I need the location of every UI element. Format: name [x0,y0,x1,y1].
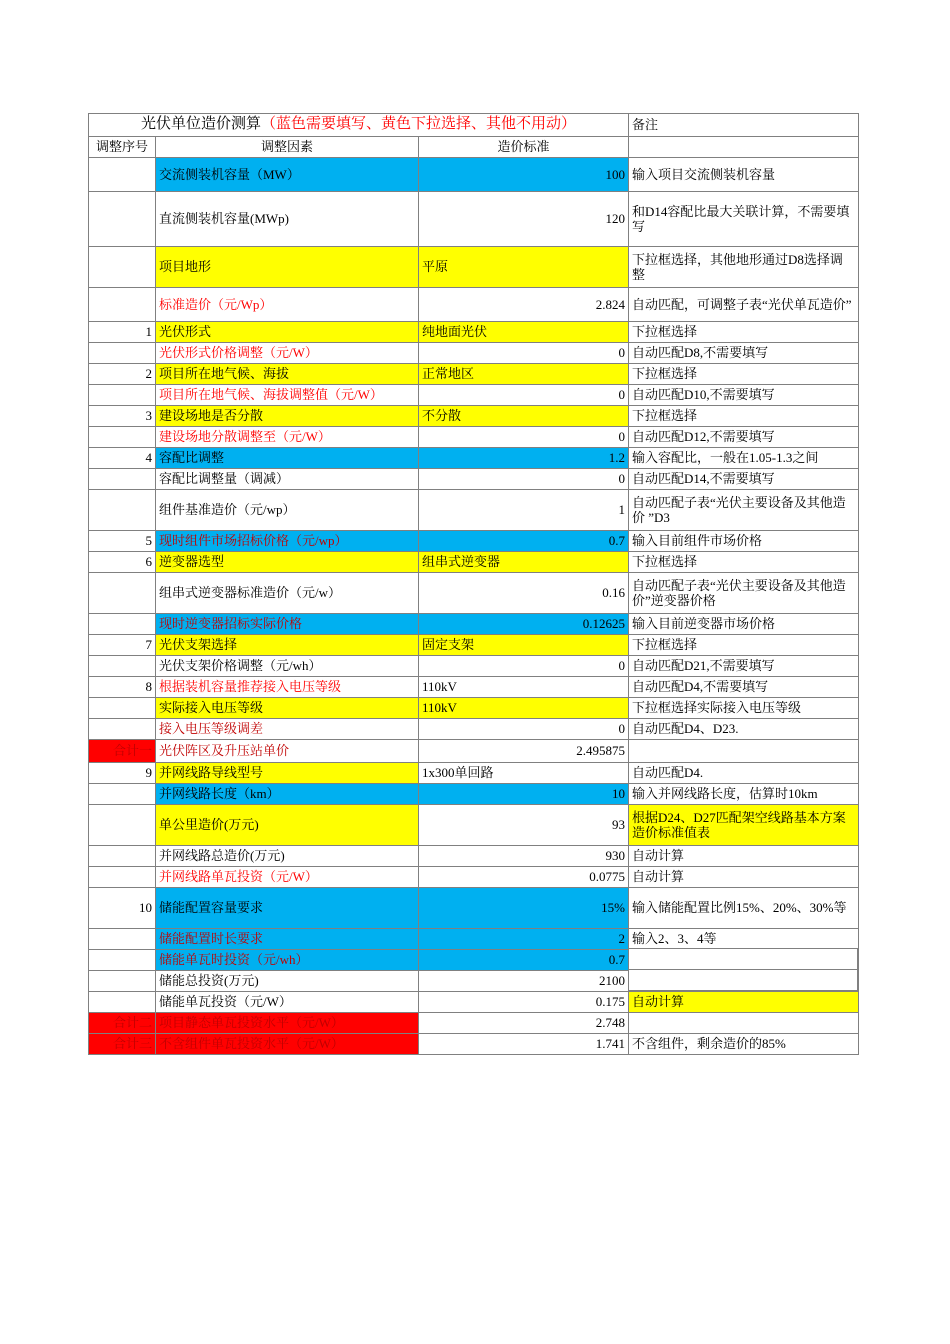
cell-adjustment-factor[interactable]: 并网线路长度（km） [156,784,419,805]
cell-sequence: 7 [89,635,156,656]
cell-remark: 自动匹配D21,不需要填写 [629,656,859,677]
table-row [89,573,859,614]
cell-remark: 自动计算 [629,846,859,867]
cell-cost-standard-value[interactable]: 0 [419,656,629,677]
table-row [89,322,859,343]
column-header-factor: 调整因素 [156,137,419,158]
cell-adjustment-factor[interactable]: 实际接入电压等级 [156,698,419,719]
table-row [89,531,859,552]
cell-adjustment-factor[interactable]: 光伏支架选择 [156,635,419,656]
cell-sequence [89,158,156,192]
cell-sequence [89,247,156,288]
cell-cost-standard-value[interactable]: 120 [419,192,629,247]
detached-table [628,948,858,991]
cell-adjustment-factor[interactable]: 储能配置容量要求 [156,888,419,929]
detached-empty-cell[interactable] [629,949,858,970]
table-row [89,888,859,929]
cell-cost-standard-value[interactable]: 2.748 [419,1013,629,1034]
cell-remark: 输入目前组件市场价格 [629,531,859,552]
table-row [89,614,859,635]
cell-remark: 根据D24、D27匹配架空线路基本方案造价标准值表 [629,805,859,846]
cell-remark: 自动匹配D8,不需要填写 [629,343,859,364]
cell-cost-standard-value[interactable]: 0 [419,719,629,740]
table-row [89,635,859,656]
cell-remark: 下拉框选择 [629,635,859,656]
cell-remark: 下拉框选择 [629,364,859,385]
cell-sequence [89,573,156,614]
cell-remark: 不含组件，剩余造价的85% [629,1034,859,1055]
cell-adjustment-factor[interactable]: 建设场地是否分散 [156,406,419,427]
cell-cost-standard-value[interactable]: 0.0775 [419,867,629,888]
cell-cost-standard-value[interactable]: 0 [419,385,629,406]
cell-cost-standard-value[interactable]: 正常地区 [419,364,629,385]
table-row [89,805,859,846]
cell-cost-standard-value[interactable]: 固定支架 [419,635,629,656]
table-row [89,469,859,490]
cell-adjustment-factor[interactable]: 建设场地分散调整至（元/W） [156,427,419,448]
cell-adjustment-factor[interactable]: 交流侧装机容量（MW） [156,158,419,192]
cell-cost-standard-value[interactable]: 2 [419,929,629,950]
cell-cost-standard-value[interactable]: 纯地面光伏 [419,322,629,343]
table-row [89,867,859,888]
cell-remark: 自动匹配D10,不需要填写 [629,385,859,406]
table-row [89,992,859,1013]
cell-cost-standard-value[interactable]: 0 [419,343,629,364]
cell-adjustment-factor[interactable]: 项目所在地气候、海拔调整值（元/W） [156,385,419,406]
cell-cost-standard-value[interactable]: 10 [419,784,629,805]
cell-adjustment-factor[interactable]: 光伏形式 [156,322,419,343]
cell-cost-standard-value[interactable]: 0.12625 [419,614,629,635]
cell-adjustment-factor[interactable]: 组串式逆变器标准造价（元/w） [156,573,419,614]
detached-row [629,970,858,991]
cell-sequence [89,656,156,677]
cell-remark: 自动匹配子表“光伏主要设备及其他造价 ”D3 [629,490,859,531]
cell-remark [629,740,859,763]
cell-adjustment-factor[interactable]: 标准造价（元/Wp） [156,288,419,322]
column-header-standard: 造价标准 [419,137,629,158]
cell-cost-standard-value[interactable]: 0 [419,427,629,448]
table-row [89,448,859,469]
cell-remark: 下拉框选择 [629,552,859,573]
cell-sequence [89,950,156,971]
cell-sequence [89,846,156,867]
cell-sequence: 8 [89,677,156,698]
cell-remark: 自动匹配D12,不需要填写 [629,427,859,448]
cell-adjustment-factor[interactable]: 直流侧装机容量(MWp) [156,192,419,247]
cell-cost-standard-value[interactable]: 110kV [419,677,629,698]
table-row [89,763,859,784]
cell-sequence: 合计一 [89,740,156,763]
cell-cost-standard-value[interactable]: 1.741 [419,1034,629,1055]
cell-sequence [89,719,156,740]
cell-adjustment-factor[interactable]: 接入电压等级调差 [156,719,419,740]
cell-cost-standard-value[interactable]: 0.7 [419,950,629,971]
cell-sequence [89,385,156,406]
cell-sequence: 1 [89,322,156,343]
table-row [89,1013,859,1034]
cell-sequence [89,427,156,448]
cell-adjustment-factor[interactable]: 现时逆变器招标实际价格 [156,614,419,635]
cell-remark [629,1013,859,1034]
table-row [89,247,859,288]
cell-sequence [89,971,156,992]
column-header-remark-blank [629,137,859,158]
cell-sequence: 合计二 [89,1013,156,1034]
cell-adjustment-factor[interactable]: 项目静态单瓦投资水平（元/W） [156,1013,419,1034]
spreadsheet-area [88,113,858,1055]
cell-adjustment-factor[interactable]: 并网线路导线型号 [156,763,419,784]
cell-remark: 下拉框选择 [629,406,859,427]
cell-cost-standard-value[interactable]: 组串式逆变器 [419,552,629,573]
cell-cost-standard-value[interactable]: 930 [419,846,629,867]
table-row [89,427,859,448]
detached-empty-cells [628,948,858,991]
cell-sequence [89,929,156,950]
cell-remark: 输入储能配置比例15%、20%、30%等 [629,888,859,929]
cell-cost-standard-value[interactable]: 1.2 [419,448,629,469]
table-row [89,343,859,364]
cell-sequence [89,343,156,364]
cell-remark: 输入目前逆变器市场价格 [629,614,859,635]
cell-adjustment-factor[interactable]: 容配比调整 [156,448,419,469]
table-row [89,698,859,719]
cell-cost-standard-value[interactable]: 100 [419,158,629,192]
remark-column-header: 备注 [629,114,859,137]
table-row [89,1034,859,1055]
cell-cost-standard-value[interactable]: 93 [419,805,629,846]
cell-remark: 输入容配比，一般在1.05-1.3之间 [629,448,859,469]
cell-cost-standard-value[interactable]: 1x300单回路 [419,763,629,784]
table-row [89,656,859,677]
cell-remark: 自动计算 [629,992,859,1013]
cell-adjustment-factor[interactable]: 光伏阵区及升压站单价 [156,740,419,763]
table-row [89,288,859,322]
cell-adjustment-factor[interactable]: 并网线路总造价(万元) [156,846,419,867]
cell-sequence: 合计三 [89,1034,156,1055]
cell-cost-standard-value[interactable]: 2100 [419,971,629,992]
cell-remark: 自动计算 [629,867,859,888]
cell-cost-standard-value[interactable]: 不分散 [419,406,629,427]
table-header-row [89,137,859,158]
cell-sequence: 4 [89,448,156,469]
cell-cost-standard-value[interactable]: 2.824 [419,288,629,322]
table-row [89,192,859,247]
table-row [89,846,859,867]
cell-sequence: 3 [89,406,156,427]
cell-sequence [89,992,156,1013]
cell-adjustment-factor[interactable]: 逆变器选型 [156,552,419,573]
cell-cost-standard-value[interactable]: 110kV [419,698,629,719]
cell-remark: 输入并网线路长度，估算时10km [629,784,859,805]
cell-cost-standard-value[interactable]: 0.175 [419,992,629,1013]
cell-remark: 自动匹配D4,不需要填写 [629,677,859,698]
table-row [89,552,859,573]
cell-adjustment-factor[interactable]: 储能配置时长要求 [156,929,419,950]
cell-sequence [89,614,156,635]
cell-sequence: 5 [89,531,156,552]
table-row [89,719,859,740]
sheet-title-cell [89,114,629,137]
cell-sequence: 9 [89,763,156,784]
sheet-title-text: 光伏单位造价测算 [140,116,261,133]
cell-adjustment-factor[interactable]: 光伏支架价格调整（元/wh） [156,656,419,677]
cell-cost-standard-value[interactable]: 0.16 [419,573,629,614]
cell-remark: 下拉框选择实际接入电压等级 [629,698,859,719]
cell-cost-standard-value[interactable]: 0.7 [419,531,629,552]
cell-remark: 下拉框选择 [629,322,859,343]
cell-adjustment-factor[interactable]: 单公里造价(万元) [156,805,419,846]
cell-remark: 自动匹配，可调整子表“光伏单瓦造价” [629,288,859,322]
cell-cost-standard-value[interactable]: 15% [419,888,629,929]
table-row [89,490,859,531]
table-row [89,406,859,427]
cell-adjustment-factor[interactable]: 储能总投资(万元) [156,971,419,992]
table-title-row [89,114,859,137]
cell-remark: 输入2、3、4等 [629,929,859,950]
cell-sequence [89,288,156,322]
cell-sequence [89,805,156,846]
cell-remark: 自动匹配D4、D23. [629,719,859,740]
cell-sequence: 6 [89,552,156,573]
cell-remark: 自动匹配D14,不需要填写 [629,469,859,490]
table-row [89,740,859,763]
cell-adjustment-factor[interactable]: 不含组件单瓦投资水平（元/W） [156,1034,419,1055]
cell-remark: 下拉框选择，其他地形通过D8选择调整 [629,247,859,288]
detached-empty-cell[interactable] [629,970,858,991]
cell-adjustment-factor[interactable]: 现时组件市场招标价格（元/wp） [156,531,419,552]
cell-sequence [89,867,156,888]
column-header-seq: 调整序号 [89,137,156,158]
table-row [89,784,859,805]
cell-sequence: 10 [89,888,156,929]
cell-sequence [89,698,156,719]
cell-cost-standard-value[interactable]: 平原 [419,247,629,288]
cell-adjustment-factor[interactable]: 根据装机容量推荐接入电压等级 [156,677,419,698]
cell-adjustment-factor[interactable]: 项目地形 [156,247,419,288]
cell-remark: 输入项目交流侧装机容量 [629,158,859,192]
cell-cost-standard-value[interactable]: 0 [419,469,629,490]
table-row [89,677,859,698]
cell-adjustment-factor[interactable]: 项目所在地气候、海拔 [156,364,419,385]
cell-sequence: 2 [89,364,156,385]
cell-adjustment-factor[interactable]: 储能单瓦投资（元/W） [156,992,419,1013]
cost-estimate-table [88,113,859,1055]
detached-row [629,949,858,970]
cell-remark: 自动匹配子表“光伏主要设备及其他造价”逆变器价格 [629,573,859,614]
table-row [89,158,859,192]
cell-sequence [89,784,156,805]
cell-cost-standard-value[interactable]: 1 [419,490,629,531]
table-row [89,929,859,950]
cell-adjustment-factor[interactable]: 并网线路单瓦投资（元/W） [156,867,419,888]
cell-sequence [89,469,156,490]
cell-sequence [89,490,156,531]
cell-adjustment-factor[interactable]: 光伏形式价格调整（元/W） [156,343,419,364]
cell-cost-standard-value[interactable]: 2.495875 [419,740,629,763]
cell-adjustment-factor[interactable]: 容配比调整量（调减） [156,469,419,490]
table-row [89,385,859,406]
sheet-title-note: （蓝色需要填写、黄色下拉选择、其他不用动） [261,116,577,133]
cell-remark: 自动匹配D4. [629,763,859,784]
cell-adjustment-factor[interactable]: 组件基准造价（元/wp） [156,490,419,531]
cell-remark: 和D14容配比最大关联计算，不需要填写 [629,192,859,247]
table-row [89,364,859,385]
cell-sequence [89,192,156,247]
cell-adjustment-factor[interactable]: 储能单瓦时投资（元/wh） [156,950,419,971]
